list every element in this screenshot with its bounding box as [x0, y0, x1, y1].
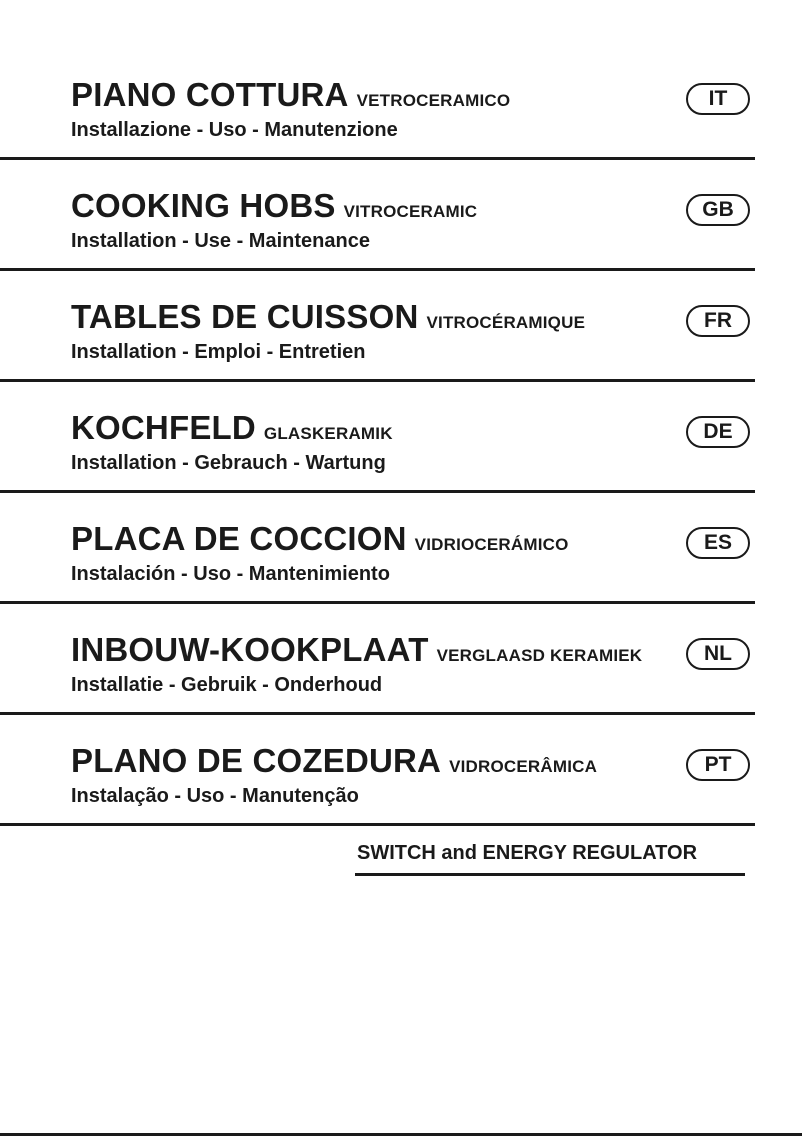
section-subline: Installation - Use - Maintenance [71, 230, 370, 252]
switch-energy-regulator-label: SWITCH and ENERGY REGULATOR [357, 842, 698, 864]
section-title: TABLES DE CUISSON [71, 298, 419, 335]
language-badge-gb: GB [686, 194, 750, 226]
language-badge-pt: PT [686, 749, 750, 781]
section-title-line [71, 631, 642, 669]
footer-underline [355, 873, 745, 876]
language-badge-nl: NL [686, 638, 750, 670]
section-subtitle: VITROCERAMIC [343, 202, 478, 221]
section-nl [0, 631, 755, 742]
section-divider [0, 601, 755, 604]
section-subtitle: VETROCERAMICO [356, 91, 511, 110]
section-title: COOKING HOBS [71, 187, 336, 224]
section-title-line [71, 742, 597, 780]
section-subline: Instalación - Uso - Mantenimiento [71, 563, 390, 585]
section-title-line [71, 298, 585, 336]
section-title-line [71, 187, 477, 225]
section-fr [0, 298, 755, 409]
section-de [0, 409, 755, 520]
section-subline: Installation - Gebrauch - Wartung [71, 452, 386, 474]
language-badge-es: ES [686, 527, 750, 559]
section-title: PLANO DE COZEDURA [71, 742, 442, 779]
section-subtitle: VIDRIOCERÁMICO [414, 535, 569, 554]
section-subtitle: VERGLAASD KERAMIEK [436, 646, 643, 665]
section-subline: Installatie - Gebruik - Onderhoud [71, 674, 383, 696]
section-subtitle: VITROCÉRAMIQUE [426, 313, 586, 332]
section-title: PIANO COTTURA [71, 76, 349, 113]
section-title-line [71, 409, 393, 447]
section-divider [0, 490, 755, 493]
section-divider [0, 823, 755, 826]
section-title: PLACA DE COCCION [71, 520, 407, 557]
language-badge-fr: FR [686, 305, 750, 337]
language-badge-de: DE [686, 416, 750, 448]
section-es [0, 520, 755, 631]
section-gb [0, 187, 755, 298]
language-badge-it: IT [686, 83, 750, 115]
section-title-line [71, 76, 510, 114]
section-it [0, 76, 755, 187]
section-title-line [71, 520, 569, 558]
section-subline: Installation - Emploi - Entretien [71, 341, 366, 363]
section-subline: Instalação - Uso - Manutenção [71, 785, 359, 807]
section-divider [0, 157, 755, 160]
section-divider [0, 712, 755, 715]
section-divider [0, 268, 755, 271]
section-pt [0, 742, 755, 853]
section-subtitle: GLASKERAMIK [263, 424, 393, 443]
section-title: KOCHFELD [71, 409, 256, 446]
section-subtitle: VIDROCERÂMICA [449, 757, 598, 776]
section-divider [0, 379, 755, 382]
section-subline: Installazione - Uso - Manutenzione [71, 119, 398, 141]
section-title: INBOUW-KOOKPLAAT [71, 631, 429, 668]
